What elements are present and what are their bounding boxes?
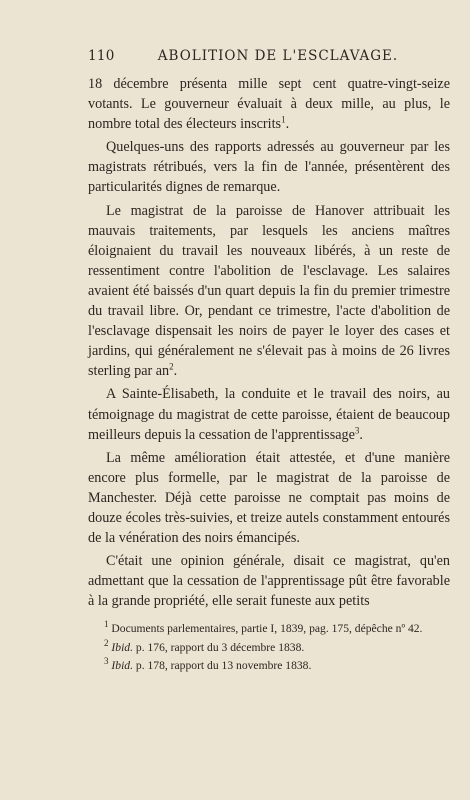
footnote-marker: 2 bbox=[104, 638, 109, 649]
running-title: ABOLITION DE L'ESCLAVAGE. bbox=[157, 48, 399, 64]
body-text bbox=[88, 74, 450, 611]
footnote-ref: 2 bbox=[169, 361, 174, 372]
paragraph: Le magistrat de la paroisse de Hanover attribuait les mauvais traitements, par lesquels les anciens maîtres éloignaient du travail les nouveaux libérés, à un reste de ressentiment contre l'abolition de l'esclavage. Les salaires avaient été baissés d'un quart depuis la fin du premier trimestre du travail libre. Or, pendant ce trimestre, l'acte d'abolition de l'esclavage dispensait les noirs de payer le loyer des cases et jardins, qui généralement ne s'élevait pas à moins de 26 livres sterling par $an^2$. bbox=[88, 202, 450, 380]
footnote: $^2$ Ibid. p. 176, rapport du 3 décembre 1838. bbox=[104, 638, 305, 654]
footnote: $^1$ Documents parlementaires, partie I, 1839, pag. 175, dépêche nº 42. bbox=[104, 619, 423, 636]
paragraph: 18 décembre présenta mille sept cent quatre-vingt-seize votants. Le gouverneur évaluait à deux mille, au plus, le nombre total des électeurs inscrits$^1$. bbox=[88, 76, 450, 133]
paragraph: A Sainte-Élisabeth, la conduite et le travail des noirs, au témoignage du magistrat de cette paroisse, étaient de beaucoup meilleurs depuis la cessation de l'apprentissage$^3$. bbox=[88, 386, 450, 443]
footnote-marker: 1 bbox=[104, 619, 109, 630]
footnote-marker: 3 bbox=[104, 656, 109, 667]
page-number: 110 bbox=[88, 48, 115, 64]
paragraph: Quelques-uns des rapports adressés au gouverneur par les magistrats rétribués, vers la fin de l'année, présentèrent des particularités dignes de remarque. bbox=[88, 139, 450, 196]
paragraph: C'était une opinion générale, disait ce magistrat, qu'en admettant que la cessation de l'apprentissage pût être favorable à la grande propriété, elle serait funeste aux petits bbox=[88, 553, 450, 610]
footnotes bbox=[88, 620, 450, 676]
page-header bbox=[88, 48, 450, 70]
footnote-ref: 1 bbox=[281, 114, 286, 125]
paragraph: La même amélioration était attestée, et d'une manière encore plus formelle, par le magistrat de la paroisse de Manchester. Déjà cette paroisse ne comptait pas moins de douze écoles très-suivies, et treize autels constamment entourés de la vénération des noirs émancipés. bbox=[88, 449, 450, 547]
footnote: $^3$ Ibid. p. 178, rapport du 13 novembre 1838. bbox=[104, 656, 312, 673]
footnote-ref: 3 bbox=[354, 424, 360, 435]
